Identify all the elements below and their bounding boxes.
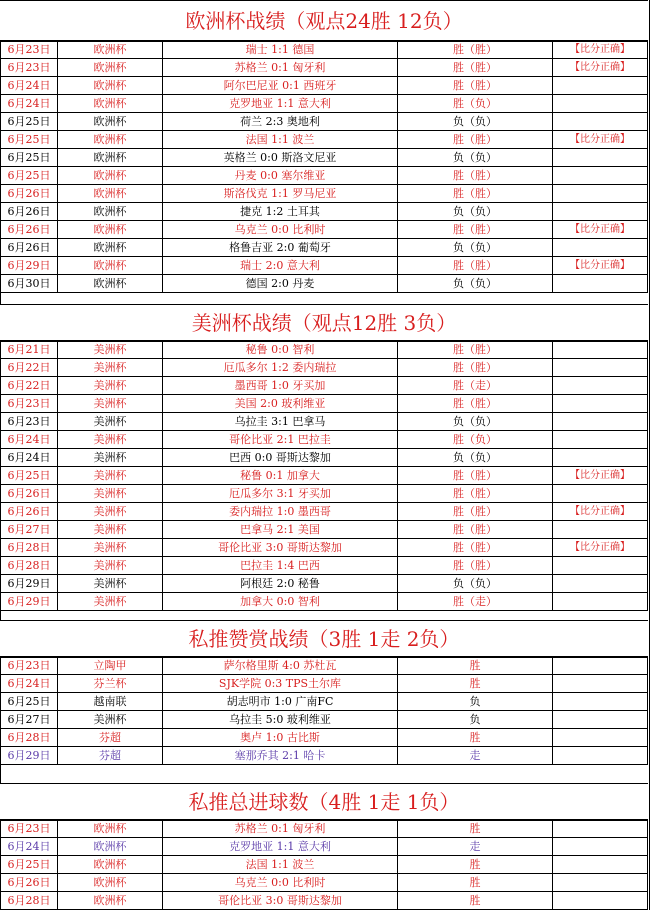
result-cell: 胜（胜） — [398, 557, 553, 575]
date-cell: 6月23日 — [1, 59, 58, 77]
result-cell: 胜（胜） — [398, 77, 553, 95]
table-row — [1, 413, 648, 431]
record-table — [0, 656, 648, 765]
date-cell: 6月26日 — [1, 874, 58, 892]
match-cell: 厄瓜多尔 3:1 牙买加 — [163, 485, 398, 503]
competition-cell: 欧洲杯 — [58, 203, 163, 221]
note-cell — [553, 395, 648, 413]
note-cell — [553, 341, 648, 359]
competition-cell: 芬超 — [58, 729, 163, 747]
date-cell: 6月25日 — [1, 113, 58, 131]
date-cell: 6月23日 — [1, 395, 58, 413]
table-row — [1, 95, 648, 113]
match-cell: 丹麦 0:0 塞尔维亚 — [163, 167, 398, 185]
competition-cell: 欧洲杯 — [58, 239, 163, 257]
table-row — [1, 711, 648, 729]
competition-cell: 美洲杯 — [58, 593, 163, 611]
date-cell: 6月27日 — [1, 521, 58, 539]
table-row — [1, 221, 648, 239]
table-row — [1, 575, 648, 593]
table-row — [1, 377, 648, 395]
table-row — [1, 395, 648, 413]
competition-cell: 美洲杯 — [58, 557, 163, 575]
competition-cell: 欧洲杯 — [58, 77, 163, 95]
match-cell: 乌拉圭 5:0 玻利维亚 — [163, 711, 398, 729]
result-cell: 胜（负） — [398, 431, 553, 449]
date-cell: 6月24日 — [1, 449, 58, 467]
competition-cell: 美洲杯 — [58, 359, 163, 377]
note-cell: 【比分正确】 — [553, 41, 648, 59]
table-row — [1, 521, 648, 539]
match-cell: 法国 1:1 波兰 — [163, 131, 398, 149]
date-cell: 6月23日 — [1, 41, 58, 59]
note-cell — [553, 167, 648, 185]
competition-cell: 美洲杯 — [58, 485, 163, 503]
note-cell — [553, 874, 648, 892]
date-cell: 6月25日 — [1, 467, 58, 485]
result-cell: 负 — [398, 711, 553, 729]
match-cell: 奥卢 1:0 古比斯 — [163, 729, 398, 747]
table-row — [1, 77, 648, 95]
note-cell — [553, 856, 648, 874]
match-cell: 委内瑞拉 1:0 墨西哥 — [163, 503, 398, 521]
competition-cell: 美洲杯 — [58, 539, 163, 557]
table-row — [1, 203, 648, 221]
competition-cell: 美洲杯 — [58, 521, 163, 539]
result-cell: 胜 — [398, 729, 553, 747]
match-cell: 格鲁吉亚 2:0 葡萄牙 — [163, 239, 398, 257]
competition-cell: 美洲杯 — [58, 431, 163, 449]
competition-cell: 欧洲杯 — [58, 41, 163, 59]
date-cell: 6月24日 — [1, 77, 58, 95]
note-cell: 【比分正确】 — [553, 59, 648, 77]
date-cell: 6月25日 — [1, 167, 58, 185]
result-cell: 走 — [398, 838, 553, 856]
note-cell — [553, 95, 648, 113]
date-cell: 6月23日 — [1, 657, 58, 675]
competition-cell: 芬兰杯 — [58, 675, 163, 693]
result-cell: 胜（胜） — [398, 257, 553, 275]
match-cell: 哥伦比亚 2:1 巴拉圭 — [163, 431, 398, 449]
result-cell: 走 — [398, 747, 553, 765]
note-cell — [553, 449, 648, 467]
match-cell: 英格兰 0:0 斯洛文尼亚 — [163, 149, 398, 167]
record-table — [0, 340, 648, 611]
match-cell: 苏格兰 0:1 匈牙利 — [163, 820, 398, 838]
date-cell: 6月26日 — [1, 185, 58, 203]
result-cell: 胜 — [398, 892, 553, 910]
result-cell: 胜（胜） — [398, 59, 553, 77]
note-cell: 【比分正确】 — [553, 539, 648, 557]
match-cell: 阿根廷 2:0 秘鲁 — [163, 575, 398, 593]
match-cell: 乌克兰 0:0 比利时 — [163, 874, 398, 892]
date-cell: 6月24日 — [1, 95, 58, 113]
result-cell: 负（负） — [398, 113, 553, 131]
match-cell: 墨西哥 1:0 牙买加 — [163, 377, 398, 395]
result-cell: 负（负） — [398, 149, 553, 167]
match-cell: 加拿大 0:0 智利 — [163, 593, 398, 611]
note-cell — [553, 675, 648, 693]
result-cell: 胜（胜） — [398, 359, 553, 377]
competition-cell: 欧洲杯 — [58, 131, 163, 149]
note-cell — [553, 185, 648, 203]
table-row — [1, 747, 648, 765]
match-cell: 哥伦比亚 3:0 哥斯达黎加 — [163, 892, 398, 910]
table-row — [1, 149, 648, 167]
result-cell: 胜 — [398, 874, 553, 892]
result-cell: 胜 — [398, 820, 553, 838]
table-row — [1, 485, 648, 503]
table-row — [1, 257, 648, 275]
result-cell: 胜（胜） — [398, 539, 553, 557]
match-cell: 苏格兰 0:1 匈牙利 — [163, 59, 398, 77]
competition-cell: 欧洲杯 — [58, 221, 163, 239]
table-row — [1, 131, 648, 149]
match-cell: 瑞士 1:1 德国 — [163, 41, 398, 59]
table-row — [1, 838, 648, 856]
competition-cell: 美洲杯 — [58, 449, 163, 467]
result-cell: 负 — [398, 693, 553, 711]
note-cell: 【比分正确】 — [553, 221, 648, 239]
competition-cell: 欧洲杯 — [58, 874, 163, 892]
result-cell: 胜（负） — [398, 95, 553, 113]
date-cell: 6月22日 — [1, 359, 58, 377]
note-cell — [553, 711, 648, 729]
date-cell: 6月25日 — [1, 856, 58, 874]
table-row — [1, 892, 648, 910]
match-cell: 克罗地亚 1:1 意大利 — [163, 95, 398, 113]
competition-cell: 芬超 — [58, 747, 163, 765]
result-cell: 胜 — [398, 675, 553, 693]
date-cell: 6月23日 — [1, 820, 58, 838]
table-row — [1, 239, 648, 257]
table-row — [1, 341, 648, 359]
date-cell: 6月25日 — [1, 149, 58, 167]
note-cell — [553, 275, 648, 293]
match-cell: 哥伦比亚 3:0 哥斯达黎加 — [163, 539, 398, 557]
date-cell: 6月26日 — [1, 485, 58, 503]
date-cell: 6月29日 — [1, 575, 58, 593]
date-cell: 6月29日 — [1, 747, 58, 765]
result-cell: 胜（胜） — [398, 485, 553, 503]
competition-cell: 美洲杯 — [58, 711, 163, 729]
match-cell: 巴西 0:0 哥斯达黎加 — [163, 449, 398, 467]
note-cell — [553, 149, 648, 167]
match-cell: 乌克兰 0:0 比利时 — [163, 221, 398, 239]
competition-cell: 美洲杯 — [58, 395, 163, 413]
date-cell: 6月22日 — [1, 377, 58, 395]
competition-cell: 美洲杯 — [58, 413, 163, 431]
note-cell — [553, 485, 648, 503]
note-cell — [553, 431, 648, 449]
competition-cell: 美洲杯 — [58, 377, 163, 395]
table-row — [1, 675, 648, 693]
match-cell: 德国 2:0 丹麦 — [163, 275, 398, 293]
section-title: 欧洲杯战绩（观点24胜 12负） — [0, 0, 648, 42]
note-cell — [553, 203, 648, 221]
competition-cell: 欧洲杯 — [58, 59, 163, 77]
note-cell — [553, 892, 648, 910]
note-cell — [553, 113, 648, 131]
match-cell: 瑞士 2:0 意大利 — [163, 257, 398, 275]
note-cell — [553, 747, 648, 765]
table-row — [1, 503, 648, 521]
date-cell: 6月24日 — [1, 675, 58, 693]
result-cell: 胜（胜） — [398, 503, 553, 521]
result-cell: 胜（走） — [398, 377, 553, 395]
result-cell: 负（负） — [398, 449, 553, 467]
date-cell: 6月28日 — [1, 539, 58, 557]
table-row — [1, 874, 648, 892]
competition-cell: 欧洲杯 — [58, 856, 163, 874]
note-cell — [553, 593, 648, 611]
table-row — [1, 167, 648, 185]
competition-cell: 欧洲杯 — [58, 820, 163, 838]
result-cell: 胜（胜） — [398, 167, 553, 185]
note-cell: 【比分正确】 — [553, 503, 648, 521]
date-cell: 6月25日 — [1, 131, 58, 149]
result-cell: 胜（胜） — [398, 521, 553, 539]
result-cell: 胜（胜） — [398, 131, 553, 149]
note-cell — [553, 820, 648, 838]
result-cell: 胜 — [398, 657, 553, 675]
match-cell: 厄瓜多尔 1:2 委内瑞拉 — [163, 359, 398, 377]
table-row — [1, 657, 648, 675]
competition-cell: 欧洲杯 — [58, 167, 163, 185]
match-cell: 巴拉圭 1:4 巴西 — [163, 557, 398, 575]
section-title: 私推总进球数（4胜 1走 1负） — [0, 783, 648, 821]
result-cell: 负（负） — [398, 275, 553, 293]
note-cell — [553, 521, 648, 539]
section-title: 美洲杯战绩（观点12胜 3负） — [0, 304, 648, 342]
table-row — [1, 449, 648, 467]
competition-cell: 美洲杯 — [58, 467, 163, 485]
match-cell: 捷克 1:2 土耳其 — [163, 203, 398, 221]
note-cell: 【比分正确】 — [553, 131, 648, 149]
date-cell: 6月29日 — [1, 257, 58, 275]
date-cell: 6月28日 — [1, 729, 58, 747]
match-cell: 法国 1:1 波兰 — [163, 856, 398, 874]
match-cell: 斯洛伐克 1:1 罗马尼亚 — [163, 185, 398, 203]
date-cell: 6月29日 — [1, 593, 58, 611]
result-cell: 负（负） — [398, 239, 553, 257]
competition-cell: 欧洲杯 — [58, 275, 163, 293]
table-row — [1, 539, 648, 557]
result-cell: 胜 — [398, 856, 553, 874]
date-cell: 6月24日 — [1, 838, 58, 856]
table-row — [1, 113, 648, 131]
match-cell: SJK学院 0:3 TPS土尔库 — [163, 675, 398, 693]
section-title: 私推赞赏战绩（3胜 1走 2负） — [0, 620, 648, 658]
match-cell: 荷兰 2:3 奥地利 — [163, 113, 398, 131]
competition-cell: 欧洲杯 — [58, 257, 163, 275]
competition-cell: 欧洲杯 — [58, 838, 163, 856]
competition-cell: 越南联 — [58, 693, 163, 711]
competition-cell: 美洲杯 — [58, 341, 163, 359]
result-cell: 胜（胜） — [398, 341, 553, 359]
date-cell: 6月26日 — [1, 221, 58, 239]
table-row — [1, 729, 648, 747]
match-cell: 阿尔巴尼亚 0:1 西班牙 — [163, 77, 398, 95]
result-cell: 胜（胜） — [398, 395, 553, 413]
table-row — [1, 820, 648, 838]
match-cell: 美国 2:0 玻利维亚 — [163, 395, 398, 413]
table-row — [1, 59, 648, 77]
match-cell: 乌拉圭 3:1 巴拿马 — [163, 413, 398, 431]
note-cell: 【比分正确】 — [553, 467, 648, 485]
competition-cell: 欧洲杯 — [58, 892, 163, 910]
match-cell: 巴拿马 2:1 美国 — [163, 521, 398, 539]
note-cell — [553, 729, 648, 747]
note-cell — [553, 239, 648, 257]
competition-cell: 美洲杯 — [58, 503, 163, 521]
table-row — [1, 41, 648, 59]
match-cell: 塞那乔其 2:1 哈卡 — [163, 747, 398, 765]
match-cell: 胡志明市 1:0 广南FC — [163, 693, 398, 711]
note-cell — [553, 575, 648, 593]
note-cell: 【比分正确】 — [553, 257, 648, 275]
match-cell: 萨尔格里斯 4:0 苏杜瓦 — [163, 657, 398, 675]
competition-cell: 欧洲杯 — [58, 95, 163, 113]
note-cell — [553, 359, 648, 377]
date-cell: 6月26日 — [1, 239, 58, 257]
date-cell: 6月26日 — [1, 203, 58, 221]
note-cell — [553, 77, 648, 95]
competition-cell: 欧洲杯 — [58, 149, 163, 167]
table-row — [1, 856, 648, 874]
date-cell: 6月28日 — [1, 557, 58, 575]
result-cell: 胜（胜） — [398, 41, 553, 59]
table-row — [1, 693, 648, 711]
competition-cell: 欧洲杯 — [58, 185, 163, 203]
date-cell: 6月26日 — [1, 503, 58, 521]
table-row — [1, 359, 648, 377]
date-cell: 6月23日 — [1, 413, 58, 431]
result-cell: 胜（走） — [398, 593, 553, 611]
record-table — [0, 40, 648, 293]
date-cell: 6月24日 — [1, 431, 58, 449]
record-table — [0, 819, 648, 910]
note-cell — [553, 413, 648, 431]
date-cell: 6月30日 — [1, 275, 58, 293]
table-row — [1, 557, 648, 575]
competition-cell: 欧洲杯 — [58, 113, 163, 131]
competition-cell: 美洲杯 — [58, 575, 163, 593]
note-cell — [553, 557, 648, 575]
table-row — [1, 185, 648, 203]
date-cell: 6月21日 — [1, 341, 58, 359]
note-cell — [553, 377, 648, 395]
table-row — [1, 431, 648, 449]
match-cell: 秘鲁 0:1 加拿大 — [163, 467, 398, 485]
result-cell: 胜（胜） — [398, 185, 553, 203]
date-cell: 6月27日 — [1, 711, 58, 729]
result-cell: 负（负） — [398, 575, 553, 593]
note-cell — [553, 693, 648, 711]
match-cell: 克罗地亚 1:1 意大利 — [163, 838, 398, 856]
table-row — [1, 593, 648, 611]
note-cell — [553, 838, 648, 856]
date-cell: 6月25日 — [1, 693, 58, 711]
match-cell: 秘鲁 0:0 智利 — [163, 341, 398, 359]
result-cell: 胜（胜） — [398, 467, 553, 485]
table-row — [1, 467, 648, 485]
competition-cell: 立陶甲 — [58, 657, 163, 675]
result-cell: 胜（胜） — [398, 221, 553, 239]
date-cell: 6月28日 — [1, 892, 58, 910]
note-cell — [553, 657, 648, 675]
result-cell: 负（负） — [398, 413, 553, 431]
result-cell: 负（负） — [398, 203, 553, 221]
table-row — [1, 275, 648, 293]
